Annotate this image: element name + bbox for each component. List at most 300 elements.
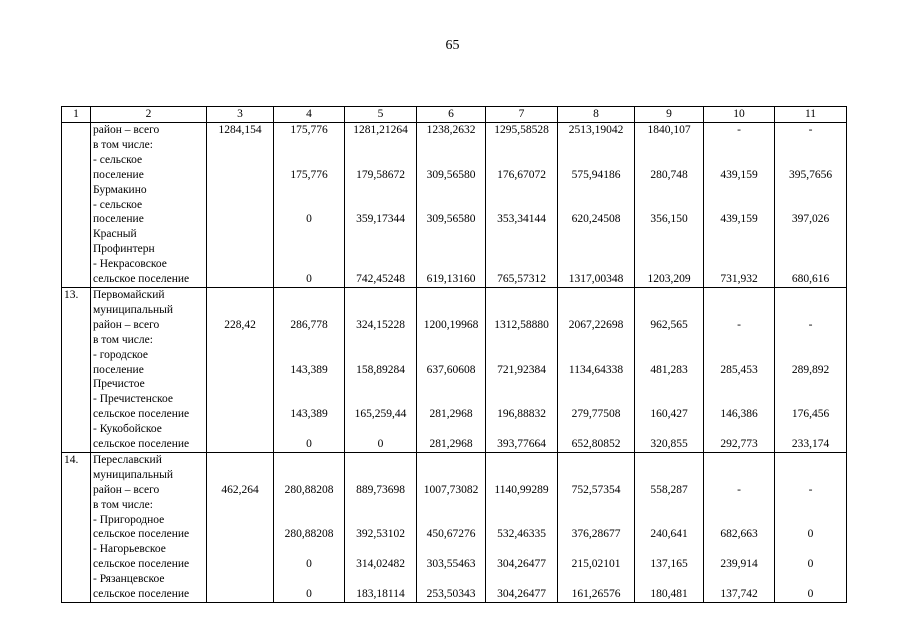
value-cell [207, 363, 274, 378]
value-cell [775, 303, 847, 318]
value-cell [558, 348, 635, 363]
value-cell: 962,565 [635, 318, 704, 333]
value-cell: 324,15228 [345, 318, 417, 333]
row-number-cell [62, 437, 91, 452]
value-cell: 215,02101 [558, 557, 635, 572]
value-cell [345, 183, 417, 198]
value-cell [486, 138, 558, 153]
row-number-cell [62, 333, 91, 348]
header-cell: 2 [91, 107, 207, 123]
value-cell [704, 542, 775, 557]
value-cell [486, 422, 558, 437]
value-cell: 721,92384 [486, 363, 558, 378]
row-number-cell [62, 227, 91, 242]
name-cell: муниципальный [91, 468, 207, 483]
name-cell: поселение [91, 212, 207, 227]
value-cell: 889,73698 [345, 483, 417, 498]
value-cell [558, 198, 635, 213]
table-row [62, 498, 847, 513]
value-cell [274, 257, 345, 272]
value-cell [274, 153, 345, 168]
table-row [62, 377, 847, 392]
value-cell: 175,776 [274, 168, 345, 183]
row-number-cell: 13. [62, 287, 91, 302]
name-cell: - Нагорьевское [91, 542, 207, 557]
value-cell [558, 138, 635, 153]
value-cell: 285,453 [704, 363, 775, 378]
value-cell [207, 407, 274, 422]
name-cell: сельское поселение [91, 407, 207, 422]
value-cell [704, 392, 775, 407]
value-cell [207, 287, 274, 302]
value-cell: 481,283 [635, 363, 704, 378]
value-cell [775, 257, 847, 272]
table-row [62, 183, 847, 198]
value-cell: 137,742 [704, 587, 775, 602]
row-number-cell [62, 542, 91, 557]
value-cell [207, 257, 274, 272]
value-cell: 0 [274, 557, 345, 572]
value-cell [274, 498, 345, 513]
value-cell: 165,259,44 [345, 407, 417, 422]
value-cell [345, 138, 417, 153]
value-cell: 558,287 [635, 483, 704, 498]
value-cell: 279,77508 [558, 407, 635, 422]
value-cell [345, 377, 417, 392]
value-cell [417, 153, 486, 168]
value-cell [704, 227, 775, 242]
row-number-cell [62, 572, 91, 587]
value-cell [207, 212, 274, 227]
value-cell [704, 498, 775, 513]
value-cell [274, 138, 345, 153]
table-row [62, 363, 847, 378]
table-row [62, 287, 847, 302]
value-cell [207, 303, 274, 318]
value-cell [417, 468, 486, 483]
table-row [62, 303, 847, 318]
name-cell: район – всего [91, 483, 207, 498]
value-cell [274, 333, 345, 348]
value-cell [558, 287, 635, 302]
row-number-cell [62, 138, 91, 153]
value-cell: 280,88208 [274, 483, 345, 498]
table-row [62, 527, 847, 542]
value-cell [207, 498, 274, 513]
value-cell [635, 257, 704, 272]
name-cell: сельское поселение [91, 272, 207, 287]
value-cell [274, 542, 345, 557]
value-cell: 304,26477 [486, 557, 558, 572]
value-cell [775, 498, 847, 513]
value-cell [345, 392, 417, 407]
table-row [62, 333, 847, 348]
name-cell: район – всего [91, 123, 207, 138]
value-cell [274, 572, 345, 587]
value-cell [775, 138, 847, 153]
value-cell: 143,389 [274, 363, 345, 378]
table-row [62, 513, 847, 528]
value-cell: 1840,107 [635, 123, 704, 138]
value-cell: 303,55463 [417, 557, 486, 572]
value-cell [635, 287, 704, 302]
value-cell [486, 392, 558, 407]
value-cell: 233,174 [775, 437, 847, 452]
value-cell [775, 377, 847, 392]
row-number-cell [62, 557, 91, 572]
table-row [62, 272, 847, 287]
value-cell [486, 468, 558, 483]
value-cell [558, 498, 635, 513]
row-number-cell [62, 483, 91, 498]
row-number-cell [62, 272, 91, 287]
value-cell [486, 153, 558, 168]
value-cell: 0 [274, 272, 345, 287]
table-row [62, 557, 847, 572]
value-cell: 0 [274, 212, 345, 227]
value-cell [558, 183, 635, 198]
name-cell: район – всего [91, 318, 207, 333]
value-cell [207, 183, 274, 198]
value-cell [704, 377, 775, 392]
value-cell [207, 422, 274, 437]
header-cell: 5 [345, 107, 417, 123]
header-cell: 9 [635, 107, 704, 123]
value-cell [345, 333, 417, 348]
value-cell: 1281,21264 [345, 123, 417, 138]
value-cell: 1312,58880 [486, 318, 558, 333]
name-cell: сельское поселение [91, 587, 207, 602]
value-cell: 575,94186 [558, 168, 635, 183]
value-cell: - [775, 318, 847, 333]
value-cell [274, 513, 345, 528]
value-cell: 439,159 [704, 168, 775, 183]
value-cell: 2067,22698 [558, 318, 635, 333]
table-row [62, 153, 847, 168]
name-cell: муниципальный [91, 303, 207, 318]
value-cell [417, 198, 486, 213]
value-cell: 0 [274, 587, 345, 602]
value-cell [207, 198, 274, 213]
table-row [62, 392, 847, 407]
value-cell: 158,89284 [345, 363, 417, 378]
value-cell: 359,17344 [345, 212, 417, 227]
value-cell: 289,892 [775, 363, 847, 378]
value-cell [207, 392, 274, 407]
header-cell: 1 [62, 107, 91, 123]
value-cell [704, 348, 775, 363]
value-cell [486, 452, 558, 467]
name-cell: - сельское [91, 153, 207, 168]
value-cell [274, 452, 345, 467]
value-cell [775, 333, 847, 348]
value-cell [635, 153, 704, 168]
value-cell: - [704, 483, 775, 498]
value-cell [775, 198, 847, 213]
value-cell: - [704, 318, 775, 333]
value-cell [417, 242, 486, 257]
value-cell [775, 242, 847, 257]
value-cell: 0 [345, 437, 417, 452]
value-cell [704, 198, 775, 213]
value-cell: 292,773 [704, 437, 775, 452]
value-cell: 253,50343 [417, 587, 486, 602]
value-cell [274, 183, 345, 198]
value-cell [345, 422, 417, 437]
value-cell [345, 348, 417, 363]
header-cell: 10 [704, 107, 775, 123]
value-cell [704, 257, 775, 272]
value-cell [704, 572, 775, 587]
value-cell [558, 242, 635, 257]
row-number-cell [62, 183, 91, 198]
value-cell [274, 303, 345, 318]
name-cell: - Некрасовское [91, 257, 207, 272]
value-cell: 392,53102 [345, 527, 417, 542]
value-cell [704, 242, 775, 257]
value-cell: 532,46335 [486, 527, 558, 542]
value-cell [486, 377, 558, 392]
value-cell [486, 348, 558, 363]
value-cell: 450,67276 [417, 527, 486, 542]
value-cell [417, 422, 486, 437]
value-cell [558, 513, 635, 528]
table-row [62, 572, 847, 587]
value-cell: 281,2968 [417, 407, 486, 422]
value-cell: 1007,73082 [417, 483, 486, 498]
value-cell: 176,456 [775, 407, 847, 422]
name-cell: сельское поселение [91, 557, 207, 572]
table-row [62, 318, 847, 333]
value-cell [775, 183, 847, 198]
row-number-cell [62, 513, 91, 528]
value-cell [345, 468, 417, 483]
name-cell: - Кукобойское [91, 422, 207, 437]
value-cell: 620,24508 [558, 212, 635, 227]
name-cell: Бурмакино [91, 183, 207, 198]
value-cell [704, 303, 775, 318]
row-number-cell [62, 377, 91, 392]
name-cell: в том числе: [91, 333, 207, 348]
value-cell [207, 168, 274, 183]
value-cell: 309,56580 [417, 168, 486, 183]
value-cell: 161,26576 [558, 587, 635, 602]
value-cell [635, 198, 704, 213]
value-cell [486, 542, 558, 557]
value-cell [207, 527, 274, 542]
value-cell [558, 333, 635, 348]
value-cell: 353,34144 [486, 212, 558, 227]
value-cell [775, 348, 847, 363]
value-cell: 1134,64338 [558, 363, 635, 378]
table-row [62, 483, 847, 498]
table-row [62, 168, 847, 183]
value-cell: 1284,154 [207, 123, 274, 138]
value-cell [486, 572, 558, 587]
value-cell: 0 [775, 587, 847, 602]
value-cell [417, 287, 486, 302]
page-number: 65 [445, 38, 460, 53]
value-cell [558, 303, 635, 318]
value-cell: 137,165 [635, 557, 704, 572]
value-cell [345, 227, 417, 242]
value-cell: 143,389 [274, 407, 345, 422]
value-cell: 180,481 [635, 587, 704, 602]
header-cell: 8 [558, 107, 635, 123]
value-cell [635, 542, 704, 557]
row-number-cell [62, 153, 91, 168]
value-cell [558, 227, 635, 242]
header-cell: 4 [274, 107, 345, 123]
value-cell [417, 392, 486, 407]
table-row [62, 227, 847, 242]
value-cell [635, 422, 704, 437]
value-cell [417, 377, 486, 392]
table-row [62, 468, 847, 483]
table-row [62, 348, 847, 363]
value-cell [775, 422, 847, 437]
value-cell: 175,776 [274, 123, 345, 138]
table-row [62, 198, 847, 213]
row-number-cell [62, 348, 91, 363]
value-cell: 0 [274, 437, 345, 452]
value-cell: 652,80852 [558, 437, 635, 452]
value-cell: 356,150 [635, 212, 704, 227]
row-number-cell [62, 242, 91, 257]
value-cell [486, 183, 558, 198]
value-cell [207, 377, 274, 392]
value-cell [207, 348, 274, 363]
value-cell [417, 498, 486, 513]
table-row [62, 437, 847, 452]
value-cell [207, 242, 274, 257]
name-cell: сельское поселение [91, 437, 207, 452]
row-number-cell [62, 257, 91, 272]
value-cell: 393,77664 [486, 437, 558, 452]
value-cell [704, 333, 775, 348]
value-cell: 309,56580 [417, 212, 486, 227]
row-number-cell [62, 318, 91, 333]
value-cell [274, 227, 345, 242]
name-cell: Первомайский [91, 287, 207, 302]
value-cell: 304,26477 [486, 587, 558, 602]
value-cell: 637,60608 [417, 363, 486, 378]
value-cell [417, 542, 486, 557]
value-cell [775, 287, 847, 302]
value-cell: 752,57354 [558, 483, 635, 498]
value-cell [635, 303, 704, 318]
header-cell: 7 [486, 107, 558, 123]
value-cell [486, 287, 558, 302]
value-cell [486, 198, 558, 213]
row-number-cell [62, 527, 91, 542]
value-cell [345, 242, 417, 257]
value-cell [558, 377, 635, 392]
value-cell: 183,18114 [345, 587, 417, 602]
value-cell [417, 348, 486, 363]
value-cell [635, 348, 704, 363]
value-cell [635, 452, 704, 467]
value-cell [558, 422, 635, 437]
value-cell [704, 153, 775, 168]
value-cell: 314,02482 [345, 557, 417, 572]
row-number-cell [62, 587, 91, 602]
header-cell: 3 [207, 107, 274, 123]
value-cell: 376,28677 [558, 527, 635, 542]
value-cell [486, 498, 558, 513]
value-cell [207, 272, 274, 287]
row-number-cell [62, 468, 91, 483]
name-cell: Пречистое [91, 377, 207, 392]
value-cell [417, 452, 486, 467]
value-cell [207, 542, 274, 557]
table-row [62, 452, 847, 467]
table-row [62, 212, 847, 227]
value-cell: 320,855 [635, 437, 704, 452]
value-cell: - [704, 123, 775, 138]
name-cell: - сельское [91, 198, 207, 213]
value-cell: 196,88832 [486, 407, 558, 422]
value-cell [704, 422, 775, 437]
value-cell [345, 572, 417, 587]
value-cell [417, 303, 486, 318]
value-cell [207, 572, 274, 587]
row-number-cell [62, 498, 91, 513]
table-row [62, 242, 847, 257]
value-cell: 176,67072 [486, 168, 558, 183]
value-cell [274, 377, 345, 392]
value-cell [274, 287, 345, 302]
value-cell [635, 333, 704, 348]
value-cell [345, 452, 417, 467]
value-cell [635, 183, 704, 198]
name-cell: - Пречистенское [91, 392, 207, 407]
value-cell [274, 422, 345, 437]
value-cell: 462,264 [207, 483, 274, 498]
value-cell [417, 183, 486, 198]
value-cell [207, 452, 274, 467]
value-cell: 0 [775, 557, 847, 572]
value-cell [558, 153, 635, 168]
value-cell [635, 498, 704, 513]
value-cell [345, 513, 417, 528]
row-number-cell [62, 422, 91, 437]
value-cell [775, 392, 847, 407]
value-cell: 680,616 [775, 272, 847, 287]
value-cell [704, 287, 775, 302]
value-cell: 286,778 [274, 318, 345, 333]
value-cell [207, 153, 274, 168]
value-cell [775, 572, 847, 587]
value-cell: 240,641 [635, 527, 704, 542]
value-cell [274, 348, 345, 363]
name-cell: Профинтерн [91, 242, 207, 257]
name-cell: в том числе: [91, 138, 207, 153]
value-cell [635, 377, 704, 392]
value-cell [704, 452, 775, 467]
value-cell: 731,932 [704, 272, 775, 287]
value-cell [207, 557, 274, 572]
row-number-cell [62, 212, 91, 227]
value-cell [417, 513, 486, 528]
value-cell [635, 392, 704, 407]
value-cell [704, 513, 775, 528]
value-cell [486, 242, 558, 257]
value-cell: 765,57312 [486, 272, 558, 287]
value-cell: 1317,00348 [558, 272, 635, 287]
name-cell: в том числе: [91, 498, 207, 513]
table-row [62, 542, 847, 557]
